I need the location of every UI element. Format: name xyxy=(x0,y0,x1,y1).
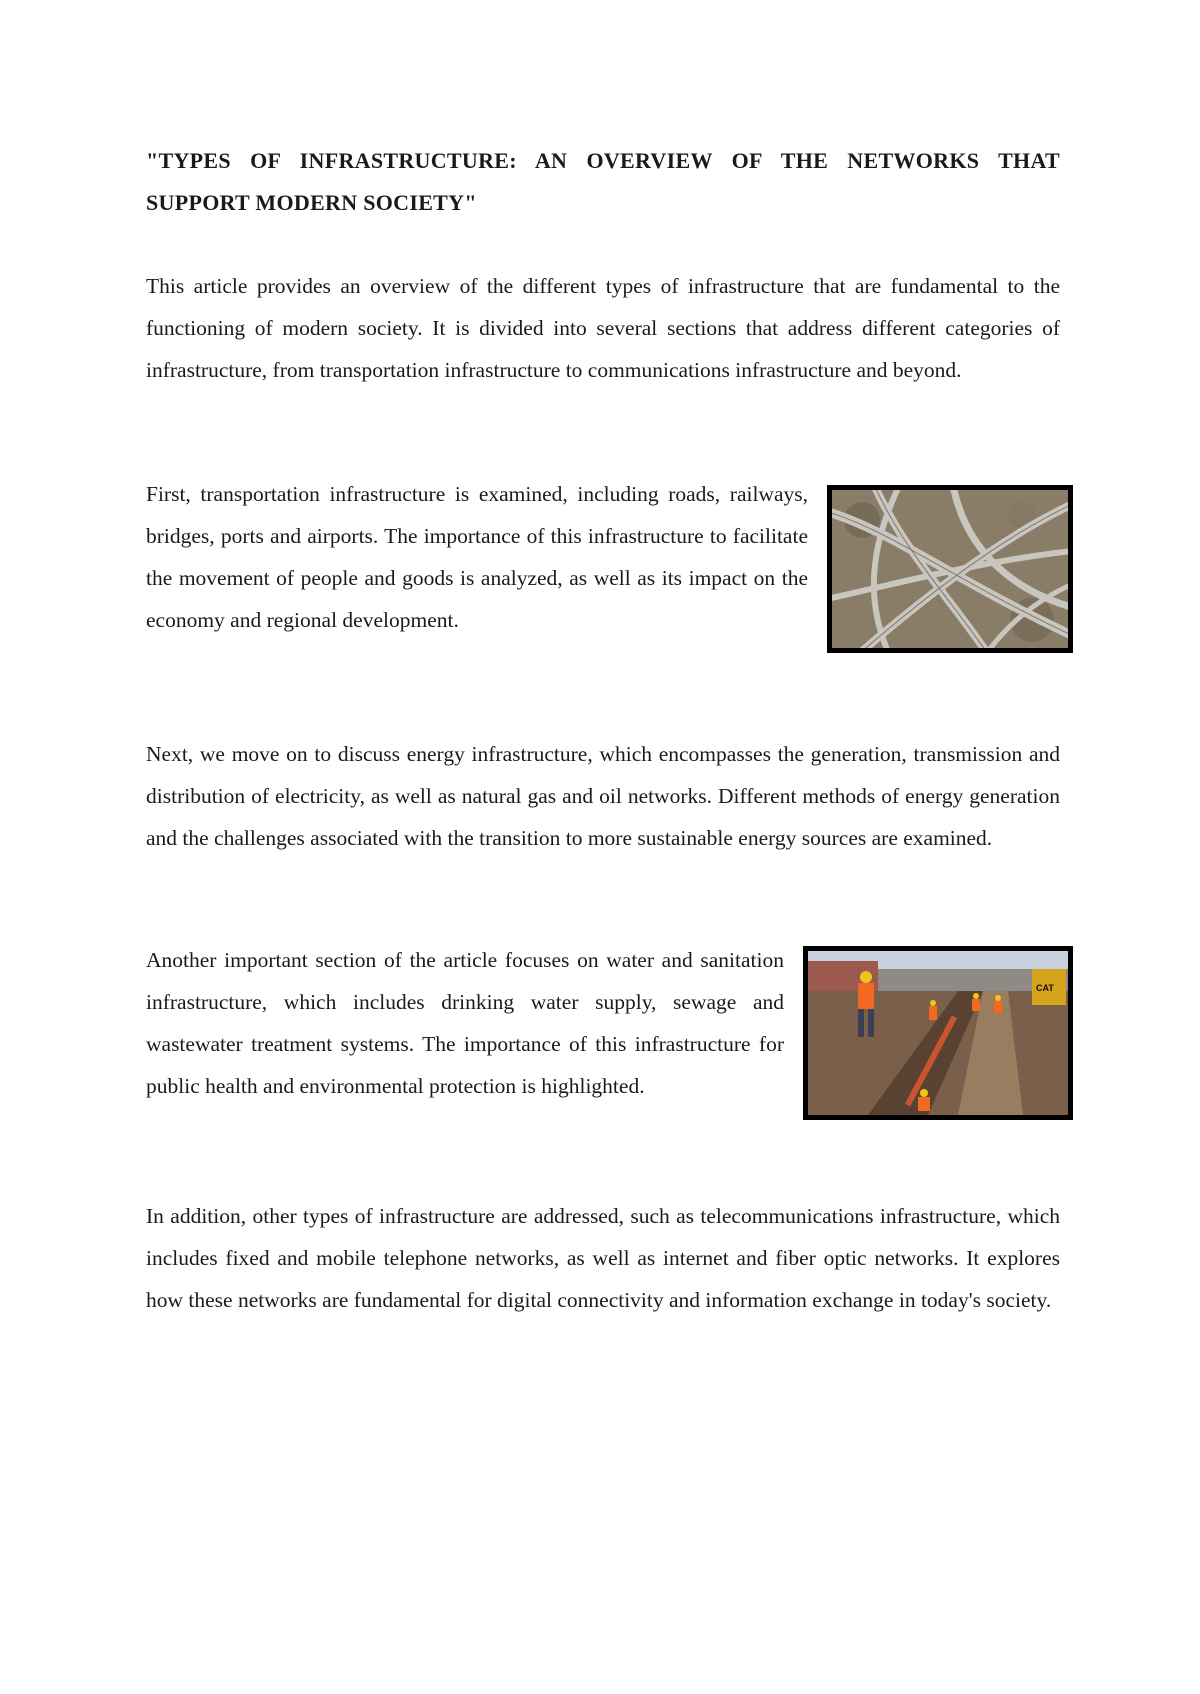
paragraph-transportation: First, transportation infrastructure is examined, including roads, railways, bridges, ports and airports. The importance of this infrastructure to facilitate the movement of people and goods is analyzed, as well as its impact on the economy and regional development. xyxy=(146,482,808,632)
pipeline-construction-image xyxy=(808,951,1068,1115)
paragraph-water: Another important section of the article focuses on water and sanitation infrastructure, which includes drinking water supply, sewage and wastewater treatment systems. The importance of this infrastructure for public health and environmental protection is highlighted. xyxy=(146,948,784,1098)
paragraph-telecommunications: In addition, other types of infrastructure are addressed, such as telecommunications infrastructure, which includes fixed and mobile telephone networks, as well as internet and fiber optic networks. It explores how these networks are fundamental for digital connectivity and information exchange in today's society. xyxy=(146,1204,1060,1312)
paragraph-intro: This article provides an overview of the different types of infrastructure that are fundamental to the functioning of modern society. It is divided into several sections that address different categories of infrastructure, from transportation infrastructure to communications infrastructure and beyond. xyxy=(146,274,1060,382)
highway-interchange-photo xyxy=(827,485,1073,653)
highway-interchange-image xyxy=(832,490,1068,648)
paragraph-energy: Next, we move on to discuss energy infrastructure, which encompasses the generation, transmission and distribution of electricity, as well as natural gas and oil networks. Different methods of energy generation and the challenges associated with the transition to more sustainable energy sources are examined. xyxy=(146,742,1060,850)
pipeline-construction-photo xyxy=(803,946,1073,1120)
cat-badge: CAT xyxy=(1036,983,1054,993)
document-title: "TYPES OF INFRASTRUCTURE: AN OVERVIEW OF THE NETWORKS THAT SUPPORT MODERN SOCIETY" xyxy=(146,148,1060,215)
